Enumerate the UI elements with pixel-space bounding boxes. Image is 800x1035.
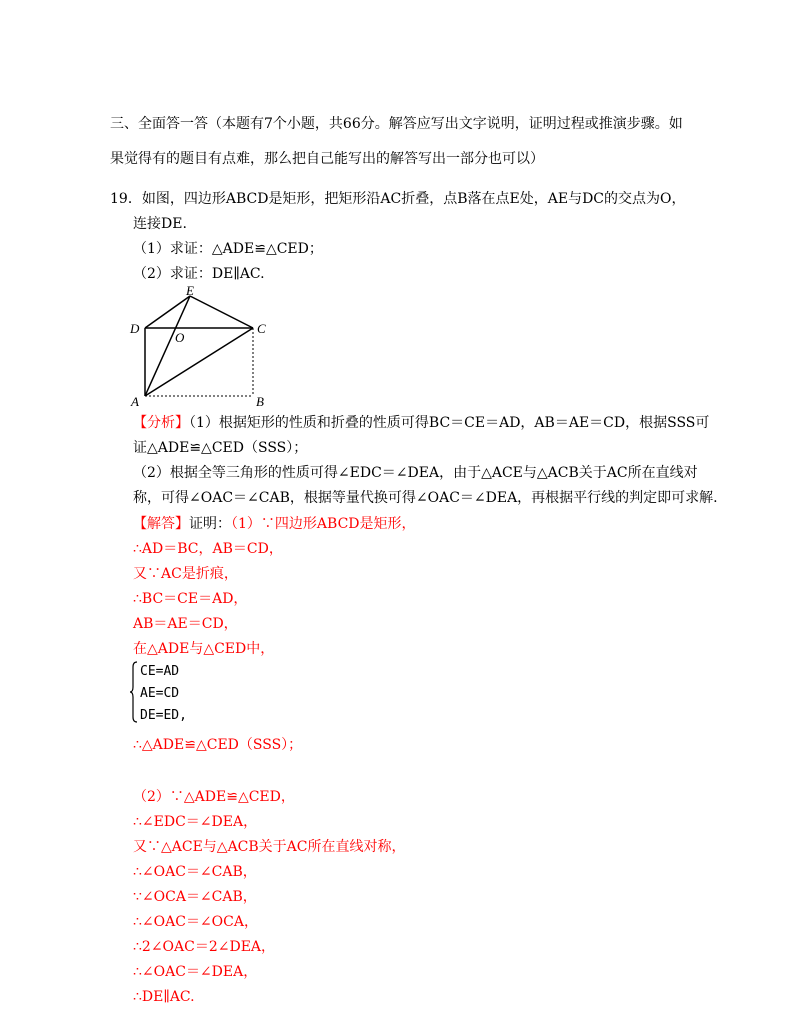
- label-E: E: [186, 285, 194, 298]
- system-eq-1: CE=AD: [140, 664, 180, 679]
- analysis-line1: [133, 413, 709, 433]
- problem-text-1: 如图，四边形ABCD是矩形，把矩形沿AC折叠，点B落在点E处，AE与DC的交点为O，: [141, 191, 686, 207]
- part2-line8: ∴DE∥AC.: [133, 989, 195, 1005]
- label-B: B: [256, 394, 264, 409]
- solution-intro: 证明：: [189, 516, 231, 532]
- system-eq-2: AE=CD: [140, 686, 180, 701]
- solution-line4: AB＝AE＝CD，: [133, 616, 238, 632]
- solution-conclusion-1: ∴△ADE≌△CED（SSS）；: [133, 737, 303, 753]
- problem-statement-line1: [110, 189, 686, 209]
- section-header-line1: 三、全面答一答（本题有7个小题，共66分。解答应写出文字说明，证明过程或推演步骤。如: [110, 116, 683, 132]
- solution-line0: [133, 514, 416, 534]
- solution-tag: 【解答】: [133, 516, 189, 532]
- part2-line1: ∴∠EDC＝∠DEA，: [133, 814, 258, 830]
- problem-part-2: （2）求证：DE∥AC.: [133, 266, 265, 282]
- label-O: O: [175, 330, 185, 345]
- part2-line4: ∵∠OCA＝∠CAB，: [133, 889, 257, 905]
- solution-line3: ∴BC＝CE＝AD，: [133, 591, 248, 607]
- solution-line2: 又∵AC是折痕，: [133, 566, 238, 582]
- solution-line5: 在△ADE与△CED中，: [133, 641, 275, 657]
- label-A: A: [131, 394, 139, 409]
- system-brace: [130, 661, 138, 723]
- part2-line7: ∴∠OAC＝∠DEA，: [133, 964, 258, 980]
- analysis-line2: 证△ADE≌△CED（SSS）；: [133, 440, 308, 456]
- problem-text-2: 连接DE.: [133, 216, 187, 232]
- segment-EC: [190, 296, 253, 328]
- problem-number: 19．: [110, 191, 142, 207]
- analysis-line3: （2）根据全等三角形的性质可得∠EDC＝∠DEA，由于△ACE与△ACB关于AC所在直线对: [133, 465, 698, 481]
- system-eq-3: DE=ED,: [140, 708, 187, 723]
- label-C: C: [257, 321, 266, 336]
- part2-line0: （2）∵△ADE≌△CED，: [133, 789, 295, 805]
- part2-line3: ∴∠OAC＝∠CAB，: [133, 864, 257, 880]
- section-header-line2: 果觉得有的题目有点难，那么把自己能写出的解答写出一部分也可以）: [110, 151, 544, 167]
- solution-part1-start: （1）∵四边形ABCD是矩形，: [231, 516, 416, 532]
- analysis-text-1: （1）根据矩形的性质和折叠的性质可得BC＝CE＝AD，AB＝AE＝CD，根据SSS可: [189, 415, 710, 431]
- analysis-tag: 【分析】: [133, 415, 189, 431]
- geometry-figure: [125, 285, 285, 410]
- solution-line1: ∴AD＝BC，AB＝CD，: [133, 541, 283, 557]
- problem-part-1: （1）求证：△ADE≌△CED；: [133, 241, 323, 257]
- part2-line2: 又∵△ACE与△ACB关于AC所在直线对称，: [133, 839, 406, 855]
- label-D: D: [130, 321, 140, 336]
- segment-AC: [145, 328, 253, 396]
- part2-line5: ∴∠OAC＝∠OCA，: [133, 914, 258, 930]
- analysis-line4: 称，可得∠OAC＝∠CAB，根据等量代换可得∠OAC＝∠DEA，再根据平行线的判定即可求解.: [133, 490, 718, 506]
- part2-line6: ∴2∠OAC＝2∠DEA，: [133, 939, 276, 955]
